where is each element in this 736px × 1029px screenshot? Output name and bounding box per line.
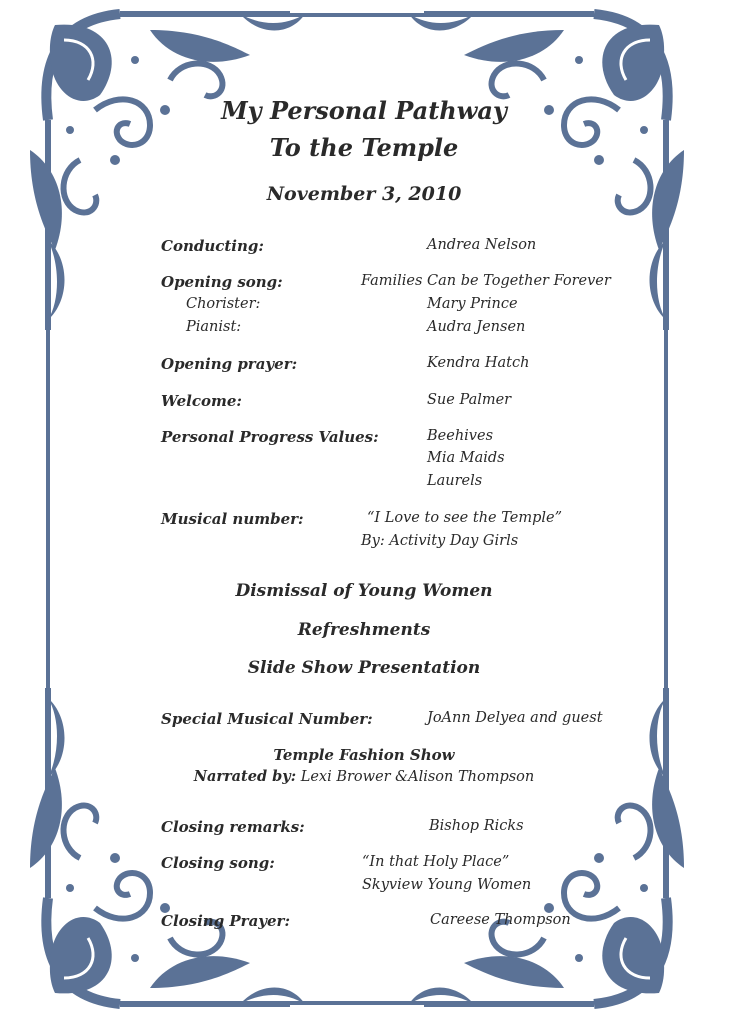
pianist-label: Pianist: [186, 319, 242, 335]
musical-number-label: Musical number: [161, 510, 304, 528]
welcome-name: Sue Palmer [427, 392, 512, 408]
fashion-show-heading: Temple Fashion Show [273, 746, 455, 764]
welcome-label: Welcome: [161, 392, 242, 410]
closing-remarks-label: Closing remarks: [161, 818, 305, 836]
opening-song-title: Families Can be Together Forever [361, 273, 611, 289]
narrated-label: Narrated by: [193, 768, 297, 785]
special-musical-label: Special Musical Number: [161, 710, 373, 728]
musical-number-by: By: Activity Day Girls [361, 533, 519, 549]
special-musical-name: JoAnn Delyea and guest [427, 710, 603, 726]
musical-number-title: “I Love to see the Temple” [367, 510, 563, 526]
narrated-line [0, 768, 732, 785]
opening-song-label: Opening song: [161, 273, 283, 291]
pianist-name: Audra Jensen [427, 319, 526, 335]
closing-prayer-name: Careese Thompson [430, 912, 571, 928]
values-item-laurels: Laurels [427, 473, 483, 489]
chorister-label: Chorister: [186, 296, 261, 312]
conducting-label: Conducting: [161, 237, 264, 255]
chorister-name: Mary Prince [427, 296, 518, 312]
opening-prayer-label: Opening prayer: [161, 355, 298, 373]
closing-prayer-label: Closing Prayer: [161, 912, 291, 930]
opening-prayer-name: Kendra Hatch [427, 355, 530, 371]
closing-remarks-name: Bishop Ricks [429, 818, 524, 834]
values-item-beehives: Beehives [427, 428, 494, 444]
program-date: November 3, 2010 [266, 183, 462, 205]
refreshments-heading: Refreshments [297, 620, 431, 640]
title-line-2: To the Temple [269, 133, 459, 162]
closing-song-title: “In that Holy Place” [362, 854, 510, 870]
narrated-names: Lexi Brower &Alison Thompson [300, 769, 535, 785]
values-label: Personal Progress Values: [161, 428, 379, 446]
closing-song-by: Skyview Young Women [362, 877, 532, 893]
title-line-1: My Personal Pathway [221, 96, 507, 125]
closing-song-label: Closing song: [161, 854, 275, 872]
values-item-mia-maids: Mia Maids [427, 450, 505, 466]
slide-show-heading: Slide Show Presentation [247, 658, 481, 678]
dismissal-heading: Dismissal of Young Women [235, 581, 493, 601]
conducting-name: Andrea Nelson [427, 237, 537, 253]
